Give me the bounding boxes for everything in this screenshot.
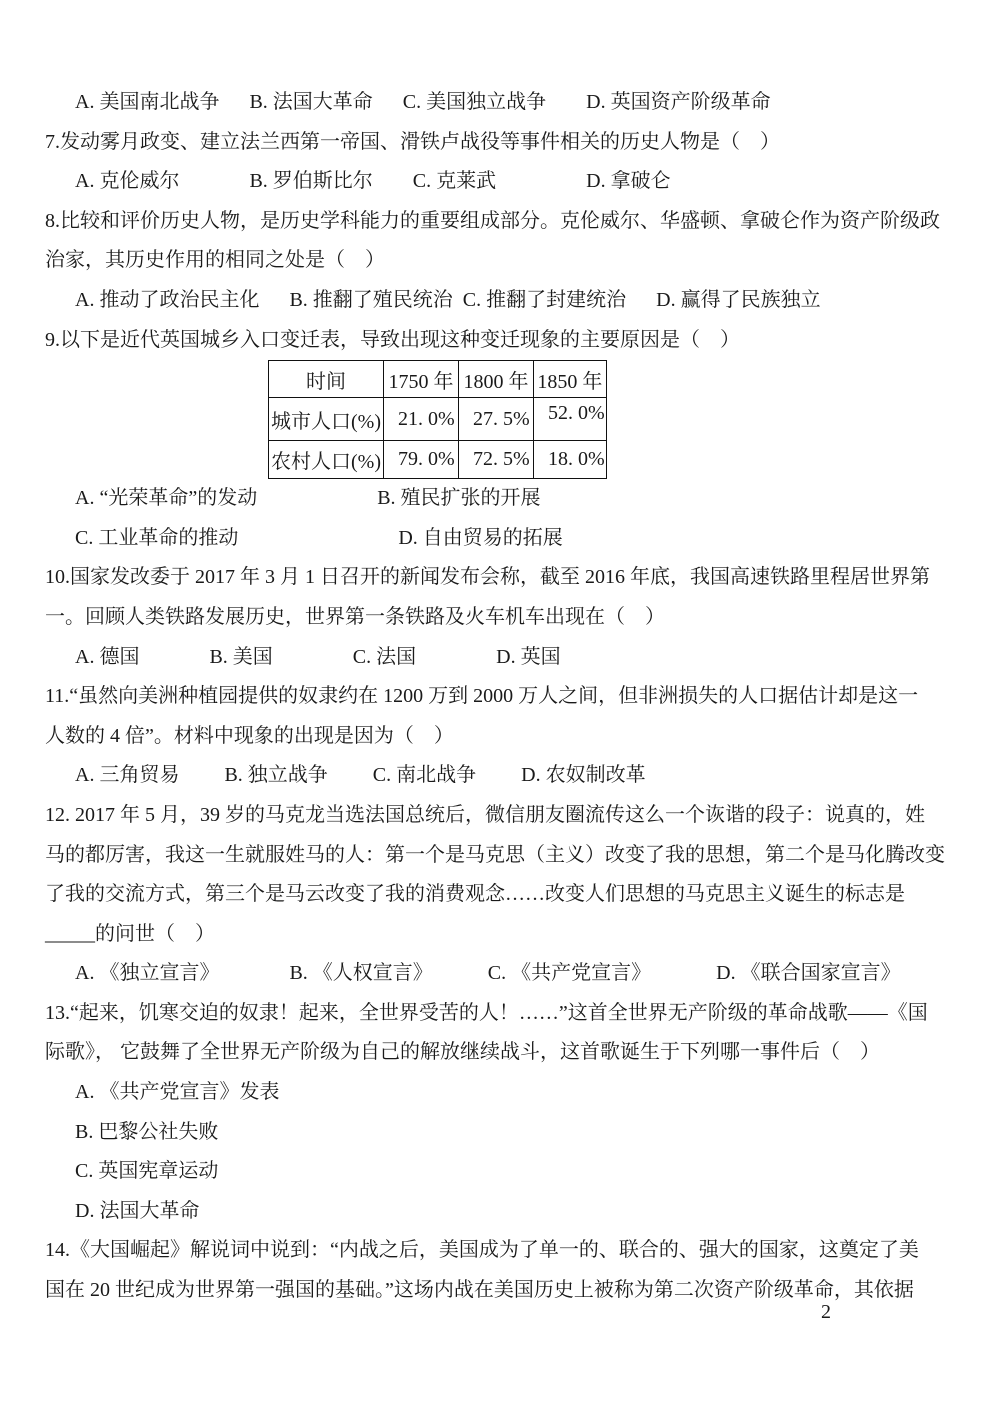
q8-stem-line-2: 治家，其历史作用的相同之处是（ ）	[45, 249, 385, 272]
table-row	[269, 398, 607, 441]
table-header-cell: 时间	[269, 361, 384, 398]
population-table-wrapper	[268, 360, 948, 479]
table-row	[269, 441, 607, 479]
q12-stem-line-2: 马的都厉害，我这一生就服姓马的人：第一个是马克思（主义）改变了我的思想，第二个是马化腾改变	[45, 843, 945, 866]
page-content	[45, 83, 948, 1311]
table-cell: 18. 0%	[533, 441, 606, 479]
table-cell: 79. 0%	[383, 441, 458, 479]
q7-options-line: A. 克伦威尔 B. 罗伯斯比尔 C. 克莱武 D. 拿破仑	[75, 170, 671, 193]
table-header-cell: 1850 年	[533, 361, 606, 398]
q12-stem-line-3: 了我的交流方式，第三个是马云改变了我的消费观念……改变人们思想的马克思主义诞生的标志是	[45, 883, 905, 906]
q6-options-line: A. 美国南北战争 B. 法国大革命 C. 美国独立战争 D. 英国资产阶级革命	[75, 91, 771, 113]
table-header-row	[269, 361, 607, 398]
page-number: 2	[821, 1301, 831, 1323]
table-cell: 城市人口(%)	[269, 398, 384, 441]
table-header-cell: 1800 年	[458, 361, 533, 398]
q10-options-line: A. 德国 B. 美国 C. 法国 D. 英国	[75, 645, 561, 668]
table-cell: 27. 5%	[458, 398, 533, 441]
table-cell: 农村人口(%)	[269, 441, 384, 479]
q13-stem-line-1: 13.“起来，饥寒交迫的奴隶！起来，全世界受苦的人！……”这首全世界无产阶级的革命战歌——《国	[45, 1001, 928, 1024]
q14-stem-line-2: 国在 20 世纪成为世界第一强国的基础。”这场内战在美国历史上被称为第二次资产阶级革命，其依据	[45, 1279, 914, 1302]
q13-option-d: D. 法国大革命	[75, 1199, 200, 1222]
q13-stem-line-2: 际歌》， 它鼓舞了全世界无产阶级为自己的解放继续战斗，这首歌诞生于下列哪一事件后（ ）	[45, 1041, 880, 1064]
q7-stem-line: 7.发动雾月政变、建立法兰西第一帝国、滑铁卢战役等事件相关的历史人物是（ ）	[45, 130, 780, 153]
q9-options-line-ab: A. “光荣革命”的发动 B. 殖民扩张的开展	[75, 487, 541, 510]
q8-options-line: A. 推动了政治民主化 B. 推翻了殖民统治 C. 推翻了封建统治 D. 赢得了民族独立	[75, 288, 821, 311]
q13-option-c: C. 英国宪章运动	[75, 1160, 219, 1183]
q9-options-line-cd: C. 工业革命的推动 D. 自由贸易的拓展	[75, 526, 563, 549]
q10-stem-line-1: 10.国家发改委于 2017 年 3 月 1 日召开的新闻发布会称，截至 2016 年底，我国高速铁路里程居世界第	[45, 566, 930, 589]
q13-option-a: A. 《共产党宣言》发表	[75, 1081, 280, 1104]
q11-options-line: A. 三角贸易 B. 独立战争 C. 南北战争 D. 农奴制改革	[75, 764, 646, 787]
q8-stem-line-1: 8.比较和评价历史人物，是历史学科能力的重要组成部分。克伦威尔、华盛顿、拿破仑作为资产阶级政	[45, 209, 940, 232]
uk-population-table	[268, 360, 607, 479]
q10-stem-line-2: 一。回顾人类铁路发展历史，世界第一条铁路及火车机车出现在（ ）	[45, 605, 665, 628]
q11-stem-line-1: 11.“虽然向美洲种植园提供的奴隶约在 1200 万到 2000 万人之间，但非洲损失的人口据估计却是这一	[45, 685, 919, 708]
q13-option-b: B. 巴黎公社失败	[75, 1120, 219, 1143]
table-cell: 21. 0%	[383, 398, 458, 441]
q12-stem-line-4: _____的问世（ ）	[45, 922, 215, 945]
q11-stem-line-2: 人数的 4 倍”。材料中现象的出现是因为（ ）	[45, 724, 454, 747]
table-cell: 52. 0%	[533, 398, 606, 441]
q12-stem-line-1: 12. 2017 年 5 月，39 岁的马克龙当选法国总统后，微信朋友圈流传这么一个诙谐的段子：说真的，姓	[45, 803, 925, 826]
q14-stem-line-1: 14.《大国崛起》解说词中说到：“内战之后，美国成为了单一的、联合的、强大的国家，这奠定了美	[45, 1239, 919, 1262]
q12-options-line: A. 《独立宣言》 B. 《人权宣言》 C. 《共产党宣言》 D. 《联合国家宣言》	[75, 962, 901, 985]
table-cell: 72. 5%	[458, 441, 533, 479]
table-header-cell: 1750 年	[383, 361, 458, 398]
q9-stem-line: 9.以下是近代英国城乡入口变迁表，导致出现这种变迁现象的主要原因是（ ）	[45, 328, 740, 351]
